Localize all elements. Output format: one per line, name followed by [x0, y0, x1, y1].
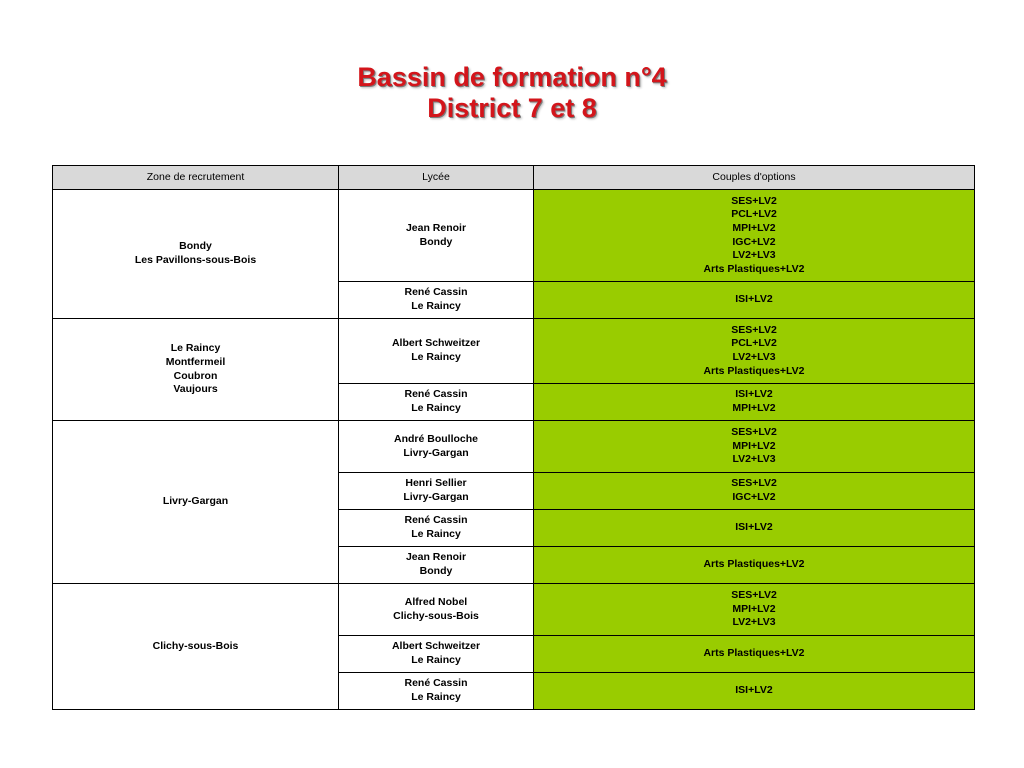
- option-pair: SES+LV2: [731, 426, 777, 439]
- zone-name: Clichy-sous-Bois: [152, 639, 239, 652]
- lycee-name: René Cassin: [404, 514, 468, 527]
- lycee-name: Jean Renoir: [405, 221, 467, 234]
- options-cell: [534, 547, 975, 584]
- lycee-cell: [339, 282, 534, 319]
- table-row: [53, 421, 975, 473]
- zone-cell: [53, 421, 339, 584]
- lycee-name: René Cassin: [404, 677, 468, 690]
- lycee-city: Le Raincy: [411, 528, 461, 540]
- page-title: [0, 62, 1024, 124]
- zone-name: Vaujours: [173, 383, 218, 396]
- option-pair: ISI+LV2: [735, 684, 773, 697]
- table-header-row: [53, 166, 975, 190]
- options-cell: [534, 584, 975, 636]
- header-lycee: Lycée: [339, 166, 534, 190]
- option-pair: PCL+LV2: [731, 208, 777, 221]
- options-cell: [534, 673, 975, 710]
- zone-name: Le Raincy: [170, 342, 221, 355]
- option-pair: MPI+LV2: [732, 439, 776, 452]
- zone-name: Coubron: [173, 369, 218, 382]
- zone-name: Livry-Gargan: [162, 495, 229, 508]
- header-zone: Zone de recrutement: [53, 166, 339, 190]
- zone-name: Montfermeil: [165, 355, 226, 368]
- option-pair: Arts Plastiques+LV2: [703, 262, 805, 275]
- option-pair: SES+LV2: [731, 194, 777, 207]
- lycee-name: René Cassin: [404, 388, 468, 401]
- lycee-cell: [339, 547, 534, 584]
- option-pair: MPI+LV2: [732, 402, 776, 414]
- lycee-cell: [339, 473, 534, 510]
- option-pair: Arts Plastiques+LV2: [703, 558, 805, 571]
- zone-name: Bondy: [179, 240, 212, 253]
- lycee-city: Bondy: [419, 565, 453, 577]
- option-pair: LV2+LV3: [732, 351, 776, 363]
- option-pair: LV2+LV3: [732, 616, 776, 629]
- options-cell: [534, 384, 975, 421]
- option-pair: IGC+LV2: [732, 491, 776, 503]
- lycee-name: Alfred Nobel: [404, 595, 468, 608]
- options-table: [52, 165, 975, 710]
- table-row: [53, 584, 975, 636]
- lycee-name: Jean Renoir: [405, 551, 467, 564]
- lycee-cell: [339, 584, 534, 636]
- header-options: Couples d'options: [534, 166, 975, 190]
- lycee-city: Bondy: [419, 235, 453, 248]
- lycee-name: André Boulloche: [393, 432, 478, 445]
- option-pair: SES+LV2: [731, 323, 777, 336]
- options-cell: [534, 319, 975, 384]
- option-pair: IGC+LV2: [732, 235, 776, 248]
- table-body: [53, 190, 975, 710]
- lycee-city: Clichy-sous-Bois: [393, 609, 479, 622]
- lycee-name: René Cassin: [404, 286, 468, 299]
- lycee-cell: [339, 190, 534, 282]
- lycee-city: Livry-Gargan: [403, 491, 469, 503]
- option-pair: Arts Plastiques+LV2: [703, 364, 805, 377]
- lycee-city: Le Raincy: [411, 300, 461, 312]
- option-pair: MPI+LV2: [732, 221, 776, 234]
- option-pair: ISI+LV2: [735, 293, 773, 306]
- options-cell: [534, 282, 975, 319]
- zone-cell: [53, 190, 339, 319]
- lycee-city: Livry-Gargan: [403, 446, 469, 459]
- option-pair: Arts Plastiques+LV2: [703, 647, 805, 660]
- title-line-2: District 7 et 8: [427, 93, 597, 123]
- zone-cell: [53, 584, 339, 710]
- table-row: [53, 319, 975, 384]
- lycee-name: Albert Schweitzer: [391, 640, 481, 653]
- zone-name: Les Pavillons-sous-Bois: [134, 254, 257, 266]
- option-pair: ISI+LV2: [735, 388, 773, 401]
- lycee-cell: [339, 510, 534, 547]
- table-row: [53, 190, 975, 282]
- lycee-cell: [339, 673, 534, 710]
- lycee-cell: [339, 636, 534, 673]
- options-cell: [534, 421, 975, 473]
- lycee-city: Le Raincy: [411, 351, 461, 363]
- lycee-cell: [339, 384, 534, 421]
- lycee-cell: [339, 319, 534, 384]
- options-cell: [534, 473, 975, 510]
- option-pair: MPI+LV2: [732, 602, 776, 615]
- options-cell: [534, 190, 975, 282]
- lycee-name: Henri Sellier: [405, 477, 467, 490]
- lycee-city: Le Raincy: [411, 691, 461, 703]
- lycee-cell: [339, 421, 534, 473]
- lycee-city: Le Raincy: [411, 402, 461, 414]
- option-pair: SES+LV2: [731, 477, 777, 490]
- zone-cell: [53, 319, 339, 421]
- lycee-city: Le Raincy: [411, 654, 461, 666]
- option-pair: ISI+LV2: [735, 521, 773, 534]
- option-pair: SES+LV2: [731, 589, 777, 602]
- option-pair: LV2+LV3: [732, 249, 776, 262]
- option-pair: PCL+LV2: [731, 337, 777, 350]
- lycee-name: Albert Schweitzer: [391, 337, 481, 350]
- option-pair: LV2+LV3: [732, 453, 776, 466]
- options-cell: [534, 636, 975, 673]
- options-cell: [534, 510, 975, 547]
- title-line-1: Bassin de formation n°4: [357, 62, 667, 92]
